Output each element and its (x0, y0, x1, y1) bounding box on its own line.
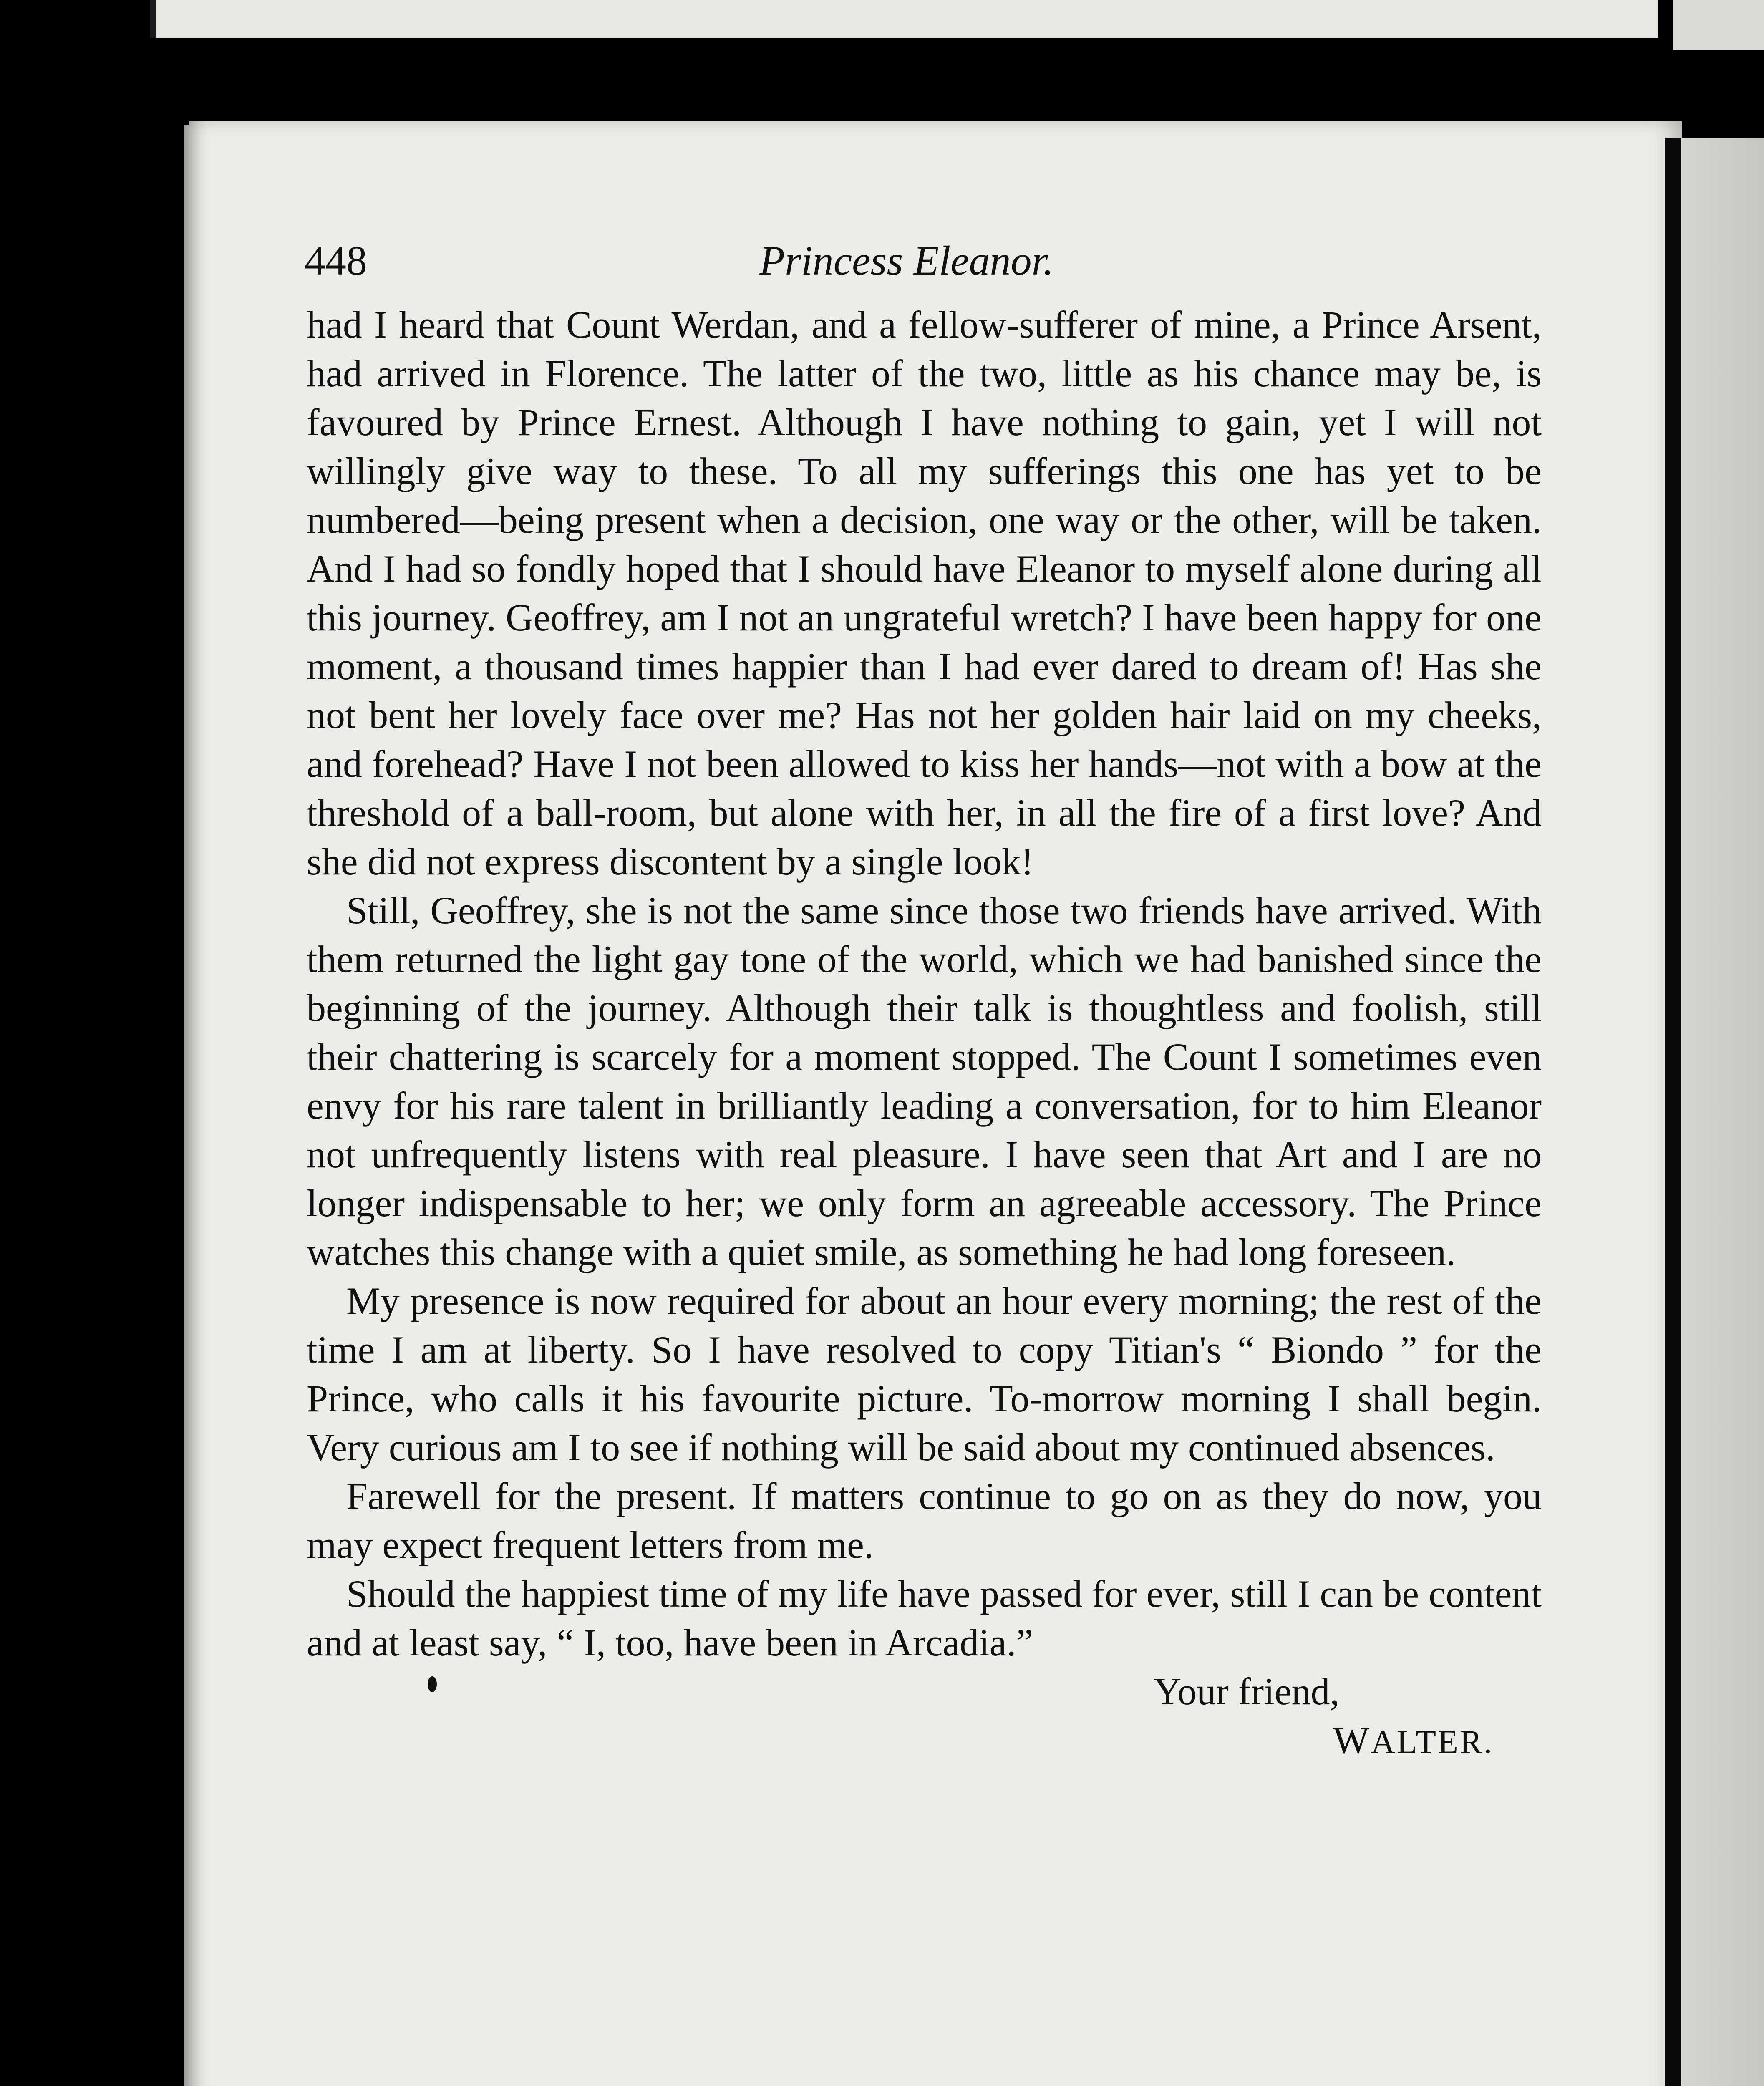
signature-initial: W (1333, 1719, 1371, 1761)
page-header (307, 234, 1542, 300)
page-text (307, 234, 1542, 1767)
page-right-edge (1665, 138, 1764, 2086)
sign-off: Your friend, (1154, 1670, 1340, 1713)
paragraph-4: Farewell for the present. If matters continue to go on as they do now, you may expect frequent letters from me. (307, 1475, 1542, 1566)
paragraph-5: Should the happiest time of my life have passed for ever, still I can be content and at least say, “ I, too, have been in Arcadia.” (307, 1572, 1542, 1664)
page-number: 448 (305, 237, 367, 284)
previous-page-edge (150, 0, 1658, 38)
running-title: Princess Eleanor. (759, 237, 1054, 284)
previous-page-corner (1665, 0, 1764, 50)
paragraph-1: had I heard that Count Werdan, and a fellow-sufferer of mine, a Prince Arsent, had arrived in Florence. The latter of the two, little as his chance may be, is favoured by Prince Ernest. Although I have nothing to gain, yet I will not willingly give way to these. To all my sufferings this one has yet to be numbered—being present when a decision, one way or the other, will be taken. And I had so fondly hoped that I should have Eleanor to myself alone during all this journey. Geoffrey, am I not an ungrateful wretch? I have been happy for one moment, a thousand times happier than I had ever dared to dream of! Has she not bent her lovely face over me? Has not her golden hair laid on my cheeks, and forehead? Have I not been allowed to kiss her hands—not with a bow at the threshold of a ball-room, but alone with her, in all the fire of a first love? And she did not express discontent by a single look! (307, 303, 1542, 883)
signature-rest: ALTER. (1371, 1724, 1494, 1761)
signature (1333, 1716, 1494, 1767)
letter-closing (307, 1667, 1542, 1767)
ink-mark (428, 1676, 437, 1692)
paragraph-3: My presence is now required for about an hour every morning; the rest of the time I am at liberty. So I have resolved to copy Titian's “ Biondo ” for the Prince, who calls it his favourite picture. To-morrow morning I shall begin. Very curious am I to see if nothing will be said about my continued absences. (307, 1280, 1542, 1469)
paragraph-2: Still, Geoffrey, she is not the same since those two friends have arrived. With them returned the light gay tone of the world, which we had banished since the beginning of the journey. Although their talk is thoughtless and foolish, still their chattering is scarcely for a moment stopped. The Count I sometimes even envy for his rare talent in brilliantly leading a conversation, for to him Eleanor not unfrequently listens with real pleasure. I have seen that Art and I are no longer indispensable to her; we only form an agreeable accessory. The Prince watches this change with a quiet smile, as something he had long foreseen. (307, 889, 1542, 1273)
